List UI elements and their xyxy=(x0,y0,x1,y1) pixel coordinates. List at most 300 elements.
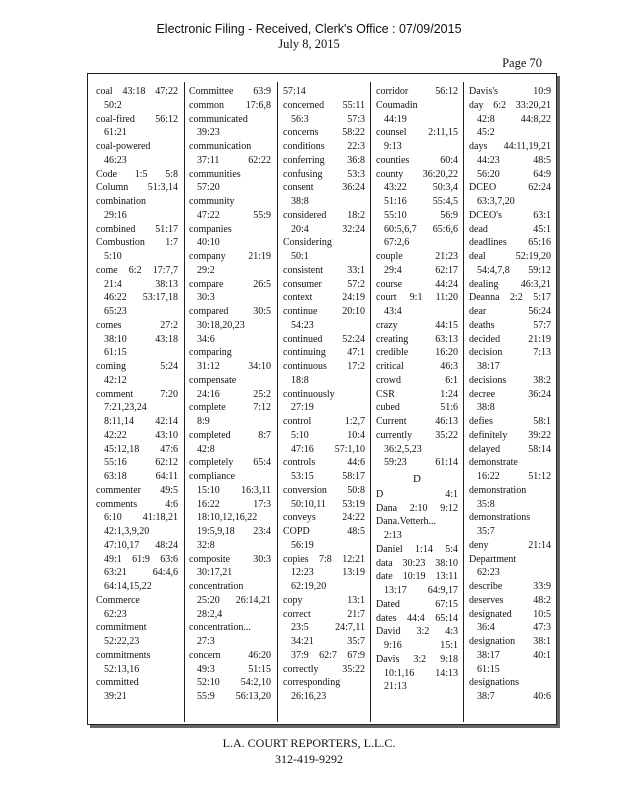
index-refs: 55:16 62:12 xyxy=(104,457,178,469)
index-term: dealing 46:3,21 xyxy=(469,278,551,290)
index-refs: 49:1 61:9 63:6 xyxy=(104,553,178,565)
index-entry xyxy=(469,140,551,181)
index-refs: 2:13 xyxy=(384,530,402,541)
index-refs: 63:21 64:4,6 xyxy=(104,567,178,579)
index-refs: 42:8 44:8,22 xyxy=(477,113,551,125)
index-entry xyxy=(376,429,458,470)
transcript-date: July 8, 2015 xyxy=(278,37,340,51)
index-term: county 36:20,22 xyxy=(376,168,458,180)
index-entry xyxy=(469,209,551,223)
index-term: concentration xyxy=(189,581,244,592)
index-term: copy 13:1 xyxy=(283,594,365,606)
index-entry xyxy=(96,168,178,182)
index-entry xyxy=(283,154,365,168)
index-term: decisions 38:2 xyxy=(469,374,551,386)
index-refs: 50:2 xyxy=(104,99,122,111)
index-term: Considering xyxy=(283,237,332,249)
index-entry xyxy=(376,653,458,694)
index-entry xyxy=(469,415,551,429)
index-term: comes 27:2 xyxy=(96,319,178,331)
index-entry xyxy=(376,250,458,278)
index-entry xyxy=(96,236,178,264)
index-term: Davis 3:2 9:18 xyxy=(376,653,458,665)
index-refs: 38:10 43:18 xyxy=(104,333,178,345)
index-entry xyxy=(469,456,551,484)
index-entry xyxy=(376,333,458,347)
index-term: coming 5:24 xyxy=(96,361,178,372)
index-term: consistent 33:1 xyxy=(283,264,365,276)
index-term: cubed 51:6 xyxy=(376,402,458,414)
index-term: demonstration xyxy=(469,484,527,496)
index-term: concerned 55:11 xyxy=(283,99,365,111)
index-refs: 9:16 15:1 xyxy=(384,640,458,651)
index-entry xyxy=(189,649,271,704)
index-entry xyxy=(469,608,551,636)
index-refs: 25:20 26:14,21 xyxy=(197,594,271,606)
index-entry xyxy=(283,415,365,456)
index-refs: 42:22 43:10 xyxy=(104,429,178,441)
index-entry xyxy=(189,374,271,402)
index-entry xyxy=(96,649,178,677)
index-term: day 6:2 33:20,21 xyxy=(469,99,551,111)
index-entry xyxy=(376,99,458,127)
index-entry xyxy=(283,126,365,140)
index-refs: 32:8 xyxy=(197,539,215,551)
index-refs: 13:17 64:9,17 xyxy=(384,585,458,596)
index-entry xyxy=(189,401,271,429)
index-entry xyxy=(469,443,551,457)
index-term: currently 35:22 xyxy=(376,429,458,441)
index-term: continuously xyxy=(283,388,335,400)
index-refs: 61:15 xyxy=(104,347,127,359)
index-refs: 45:12,18 47:6 xyxy=(104,443,178,455)
index-refs: 18:10,12,16,22 xyxy=(197,512,258,524)
index-entry xyxy=(376,515,458,543)
index-term: commenter 49:5 xyxy=(96,484,178,496)
index-refs: 52:22,23 xyxy=(104,636,140,647)
index-refs: 59:23 61:14 xyxy=(384,457,458,469)
index-entry xyxy=(283,553,365,594)
index-term: compensate xyxy=(189,374,237,386)
index-term: concern 46:20 xyxy=(189,649,271,661)
index-term: continuous 17:2 xyxy=(283,361,365,372)
index-entry xyxy=(469,333,551,347)
index-refs: 23:5 24:7,11 xyxy=(291,622,365,634)
index-entry xyxy=(283,236,365,264)
index-column xyxy=(96,85,178,704)
index-refs: 51:16 55:4,5 xyxy=(384,196,458,207)
index-refs: 47:22 55:9 xyxy=(197,209,271,221)
index-term: commitment xyxy=(96,622,147,634)
index-refs: 24:16 25:2 xyxy=(197,388,271,400)
index-term: conditions 22:3 xyxy=(283,141,365,152)
index-entry xyxy=(469,553,551,581)
index-entry xyxy=(376,85,458,99)
index-refs: 50:10,11 53:19 xyxy=(291,498,365,510)
index-entry xyxy=(376,570,458,598)
index-entry xyxy=(189,85,271,99)
index-entry xyxy=(189,250,271,278)
index-entry xyxy=(96,181,178,195)
index-refs: 44:23 48:5 xyxy=(477,154,551,166)
index-entry xyxy=(469,676,551,704)
index-term: coal 43:18 47:22 xyxy=(96,86,178,97)
index-entry xyxy=(283,209,365,237)
index-entry xyxy=(376,291,458,319)
index-term: community xyxy=(189,196,235,207)
index-refs: 54:23 xyxy=(291,319,314,331)
index-entry xyxy=(96,113,178,141)
index-refs: 42:12 xyxy=(104,374,127,386)
index-entry xyxy=(376,557,458,571)
index-refs: 6:10 41:18,21 xyxy=(104,512,178,524)
index-entry xyxy=(283,278,365,292)
index-refs: 61:15 xyxy=(477,663,500,675)
index-entry xyxy=(376,502,458,516)
index-entry xyxy=(469,181,551,209)
index-entry xyxy=(189,456,271,470)
index-term: combination xyxy=(96,196,146,207)
index-term: DCEO's 63:1 xyxy=(469,209,551,221)
index-term: David 3:2 4:3 xyxy=(376,626,458,638)
index-entry xyxy=(96,621,178,649)
index-refs: 63:18 64:11 xyxy=(104,471,178,482)
index-refs: 64:14,15,22 xyxy=(104,581,152,592)
index-refs: 20:4 32:24 xyxy=(291,223,365,235)
index-term: company 21:19 xyxy=(189,251,271,262)
index-term: designated 10:5 xyxy=(469,608,551,620)
index-entry xyxy=(376,598,458,612)
index-refs: 42:1,3,9,20 xyxy=(104,526,150,537)
index-term: defies 58:1 xyxy=(469,416,551,427)
index-refs: 30:17,21 xyxy=(197,567,233,579)
index-refs: 30:3 xyxy=(197,292,215,304)
index-term: completely 65:4 xyxy=(189,457,271,469)
index-term: critical 46:3 xyxy=(376,361,458,372)
index-entry xyxy=(469,236,551,250)
index-term: completed 8:7 xyxy=(189,429,271,441)
index-entry xyxy=(283,484,365,512)
index-refs: 60:5,6,7 65:6,6 xyxy=(384,223,458,235)
index-term: confusing 53:3 xyxy=(283,168,365,180)
index-entry xyxy=(96,360,178,388)
index-term: corresponding xyxy=(283,677,341,689)
index-term: compliance xyxy=(189,471,236,482)
index-refs: 34:21 35:7 xyxy=(291,636,365,647)
index-entry xyxy=(189,429,271,457)
index-entry xyxy=(469,319,551,333)
index-term: dear 56:24 xyxy=(469,306,551,317)
index-entry xyxy=(189,553,271,581)
index-entry xyxy=(469,305,551,319)
index-refs: 29:16 xyxy=(104,209,127,221)
footer xyxy=(0,735,618,767)
index-refs: 62:23 xyxy=(104,608,127,620)
index-term: corridor 56:12 xyxy=(376,86,458,97)
index-entry xyxy=(283,525,365,553)
index-term: Committee 63:9 xyxy=(189,86,271,97)
index-term: deaths 57:7 xyxy=(469,319,551,331)
index-term: definitely 39:22 xyxy=(469,429,551,441)
index-refs: 28:2,4 xyxy=(197,608,223,620)
index-refs: 39:23 xyxy=(197,127,220,139)
index-term: dates 44:4 65:14 xyxy=(376,612,458,624)
index-term: DCEO 62:24 xyxy=(469,182,551,194)
index-entry xyxy=(469,594,551,608)
index-entry xyxy=(469,223,551,237)
index-term: context 24:19 xyxy=(283,292,365,304)
index-refs: 7:21,23,24 xyxy=(104,402,147,414)
index-refs: 37:11 62:22 xyxy=(197,154,271,166)
index-frame xyxy=(87,73,557,725)
index-term: commitments xyxy=(96,649,151,661)
index-refs: 38:8 xyxy=(477,402,495,414)
index-term: demonstrations xyxy=(469,512,531,524)
index-term: CSR 1:24 xyxy=(376,388,458,400)
index-entry xyxy=(376,488,458,502)
index-entry xyxy=(376,154,458,168)
index-refs: 16:22 51:12 xyxy=(477,471,551,482)
index-term: complete 7:12 xyxy=(189,402,271,414)
index-entry xyxy=(96,195,178,223)
index-refs: 49:3 51:15 xyxy=(197,663,271,675)
index-term: comments 4:6 xyxy=(96,498,178,510)
index-refs: 44:19 xyxy=(384,113,407,125)
index-term: crowd 6:1 xyxy=(376,374,458,386)
index-entry xyxy=(283,333,365,347)
index-entry xyxy=(376,360,458,374)
index-refs: 63:3,7,20 xyxy=(477,196,515,207)
index-entry xyxy=(376,625,458,653)
index-entry xyxy=(96,85,178,113)
index-term: communicated xyxy=(189,113,248,125)
index-entry xyxy=(283,85,365,99)
index-term: decision 7:13 xyxy=(469,347,551,359)
index-refs: 21:13 xyxy=(384,681,407,693)
index-entry xyxy=(189,621,271,649)
index-refs: 34:6 xyxy=(197,333,215,345)
index-refs: 57:20 xyxy=(197,182,220,194)
index-term: dead 45:1 xyxy=(469,223,551,235)
index-refs: 47:16 57:1,10 xyxy=(291,443,365,455)
index-refs: 46:22 53:17,18 xyxy=(104,292,178,304)
filing-stamp: Electronic Filing - Received, Clerk's Office : 07/09/2015 xyxy=(156,22,462,36)
index-term: couple 21:23 xyxy=(376,251,458,262)
index-refs: 52:13,16 xyxy=(104,663,140,675)
index-term: demonstrate xyxy=(469,457,518,469)
index-term: creating 63:13 xyxy=(376,333,458,345)
index-entry xyxy=(469,635,551,676)
index-entry xyxy=(376,388,458,402)
index-refs: 38:17 40:1 xyxy=(477,649,551,661)
index-entry xyxy=(376,543,458,557)
index-refs: 9:13 xyxy=(384,141,402,152)
index-refs: 18:8 xyxy=(291,374,309,386)
index-refs: 40:10 xyxy=(197,237,220,249)
index-entry xyxy=(189,168,271,196)
index-entry xyxy=(283,456,365,484)
index-refs: 27:3 xyxy=(197,636,215,647)
column-divider xyxy=(277,82,278,722)
index-refs: 19:5,9,18 23:4 xyxy=(197,526,271,537)
index-refs: 26:16,23 xyxy=(291,691,327,702)
index-entry xyxy=(376,126,458,154)
index-term: designations xyxy=(469,677,519,689)
index-term: communities xyxy=(189,168,241,180)
index-refs: 38:17 xyxy=(477,361,500,372)
index-refs: 43:22 50:3,4 xyxy=(384,182,458,194)
column-divider xyxy=(463,82,464,722)
index-entry xyxy=(283,388,365,416)
index-entry xyxy=(469,511,551,539)
index-term: counties 60:4 xyxy=(376,154,458,166)
index-term: continuing 47:1 xyxy=(283,347,365,359)
index-term: Combustion 1:7 xyxy=(96,237,178,249)
index-entry xyxy=(376,168,458,251)
index-entry xyxy=(96,498,178,594)
index-entry xyxy=(283,594,365,608)
index-refs: 5:10 10:4 xyxy=(291,429,365,441)
index-column xyxy=(376,85,458,694)
index-refs: 53:15 58:17 xyxy=(291,471,365,482)
section-letter: D xyxy=(413,473,421,485)
reporter-phone: 312-419-9292 xyxy=(275,752,343,766)
reporter-company: L.A. COURT REPORTERS, L.L.C. xyxy=(222,736,396,750)
index-entry xyxy=(189,580,271,621)
index-term: Code 1:5 5:8 xyxy=(96,168,178,180)
index-term: Dana 2:10 9:12 xyxy=(376,502,458,514)
index-column xyxy=(283,85,365,704)
index-term: comment 7:20 xyxy=(96,388,178,400)
index-entry xyxy=(469,85,551,99)
index-entry xyxy=(283,168,365,182)
index-refs: 12:23 13:19 xyxy=(291,567,365,579)
index-refs: 56:19 xyxy=(291,539,314,551)
index-refs: 36:4 47:3 xyxy=(477,622,551,634)
index-entry xyxy=(189,99,271,113)
index-column xyxy=(469,85,551,704)
index-refs: 46:23 xyxy=(104,154,127,166)
index-term: come 6:2 17:7,7 xyxy=(96,264,178,276)
index-refs: 29:4 62:17 xyxy=(384,264,458,276)
index-term: companies xyxy=(189,223,232,235)
index-term: combined 51:17 xyxy=(96,223,178,235)
index-term: Deanna 2:2 5:17 xyxy=(469,292,551,304)
index-term: credible 16:20 xyxy=(376,347,458,359)
page-number: Page 70 xyxy=(502,56,542,70)
index-entry xyxy=(96,676,178,704)
index-refs: 55:9 56:13,20 xyxy=(197,691,271,702)
index-term: continued 52:24 xyxy=(283,333,365,345)
index-term: COPD 48:5 xyxy=(283,526,365,537)
index-term: coal-powered xyxy=(96,141,151,152)
index-term: concentration... xyxy=(189,622,251,634)
index-entry xyxy=(376,612,458,626)
index-refs: 52:10 54:2,10 xyxy=(197,677,271,689)
index-refs: 50:1 xyxy=(291,251,309,262)
index-term: Column 51:3,14 xyxy=(96,182,178,194)
index-entry xyxy=(376,346,458,360)
index-refs: 62:23 xyxy=(477,567,500,579)
index-term: deserves 48:2 xyxy=(469,594,551,606)
index-term: Coumadin xyxy=(376,99,418,111)
index-term: deadlines 65:16 xyxy=(469,237,551,249)
index-term: correct 21:7 xyxy=(283,608,365,620)
index-term: composite 30:3 xyxy=(189,553,271,565)
index-entry xyxy=(469,374,551,388)
index-entry xyxy=(469,346,551,374)
index-entry xyxy=(283,511,365,525)
index-term: conversion 50:8 xyxy=(283,484,365,496)
index-entry xyxy=(189,346,271,374)
index-refs: 8:9 xyxy=(197,416,210,427)
index-refs: 16:22 17:3 xyxy=(197,498,271,510)
index-refs: 30:18,20,23 xyxy=(197,319,245,331)
index-entry xyxy=(189,305,271,346)
index-term: compare 26:5 xyxy=(189,278,271,290)
index-entry xyxy=(283,181,365,209)
index-refs: 42:8 xyxy=(197,443,215,455)
index-entry xyxy=(96,484,178,498)
index-entry xyxy=(96,594,178,622)
index-entry xyxy=(469,539,551,553)
index-term: delayed 58:14 xyxy=(469,443,551,455)
index-term: days 44:11,19,21 xyxy=(469,141,551,152)
index-term: copies 7:8 12:21 xyxy=(283,553,365,565)
index-refs: 35:7 xyxy=(477,526,495,537)
index-term: correctly 35:22 xyxy=(283,663,365,675)
index-term: Current 46:13 xyxy=(376,416,458,427)
index-entry xyxy=(469,99,551,140)
index-entry xyxy=(96,223,178,237)
column-divider xyxy=(370,82,371,722)
index-entry xyxy=(283,346,365,360)
index-entry xyxy=(283,663,365,677)
index-refs: 67:2,6 xyxy=(384,237,410,249)
index-term: deal 52:19,20 xyxy=(469,251,551,262)
index-term: conveys 24:22 xyxy=(283,512,365,524)
index-term: counsel 2:11,15 xyxy=(376,127,458,139)
index-entry xyxy=(96,319,178,360)
index-entry xyxy=(376,278,458,292)
index-term: concerns 58:22 xyxy=(283,127,365,139)
index-entry xyxy=(96,388,178,484)
index-refs: 62:19,20 xyxy=(291,581,327,592)
index-term: decided 21:19 xyxy=(469,333,551,345)
index-entry xyxy=(189,195,271,223)
index-entry xyxy=(189,113,271,141)
index-entry xyxy=(283,140,365,154)
index-refs: 38:8 xyxy=(291,196,309,207)
index-entry xyxy=(469,429,551,443)
index-refs: 39:21 xyxy=(104,691,127,702)
index-entry xyxy=(469,291,551,305)
index-term: Daniel 1:14 5:4 xyxy=(376,543,458,555)
index-term: designation 38:1 xyxy=(469,636,551,647)
index-term: Department xyxy=(469,553,517,565)
index-term: Dated 67:15 xyxy=(376,598,458,610)
index-refs: 56:3 57:3 xyxy=(291,113,365,125)
index-refs: 47:10,17 48:24 xyxy=(104,539,178,551)
index-term: Commerce xyxy=(96,594,140,606)
index-refs: 38:7 40:6 xyxy=(477,691,551,702)
index-refs: 65:23 xyxy=(104,306,127,317)
index-term: Davis's 10:9 xyxy=(469,86,551,97)
index-term: conferring 36:8 xyxy=(283,154,365,166)
index-entry xyxy=(469,580,551,594)
index-entry xyxy=(283,291,365,305)
index-term: decree 36:24 xyxy=(469,388,551,400)
